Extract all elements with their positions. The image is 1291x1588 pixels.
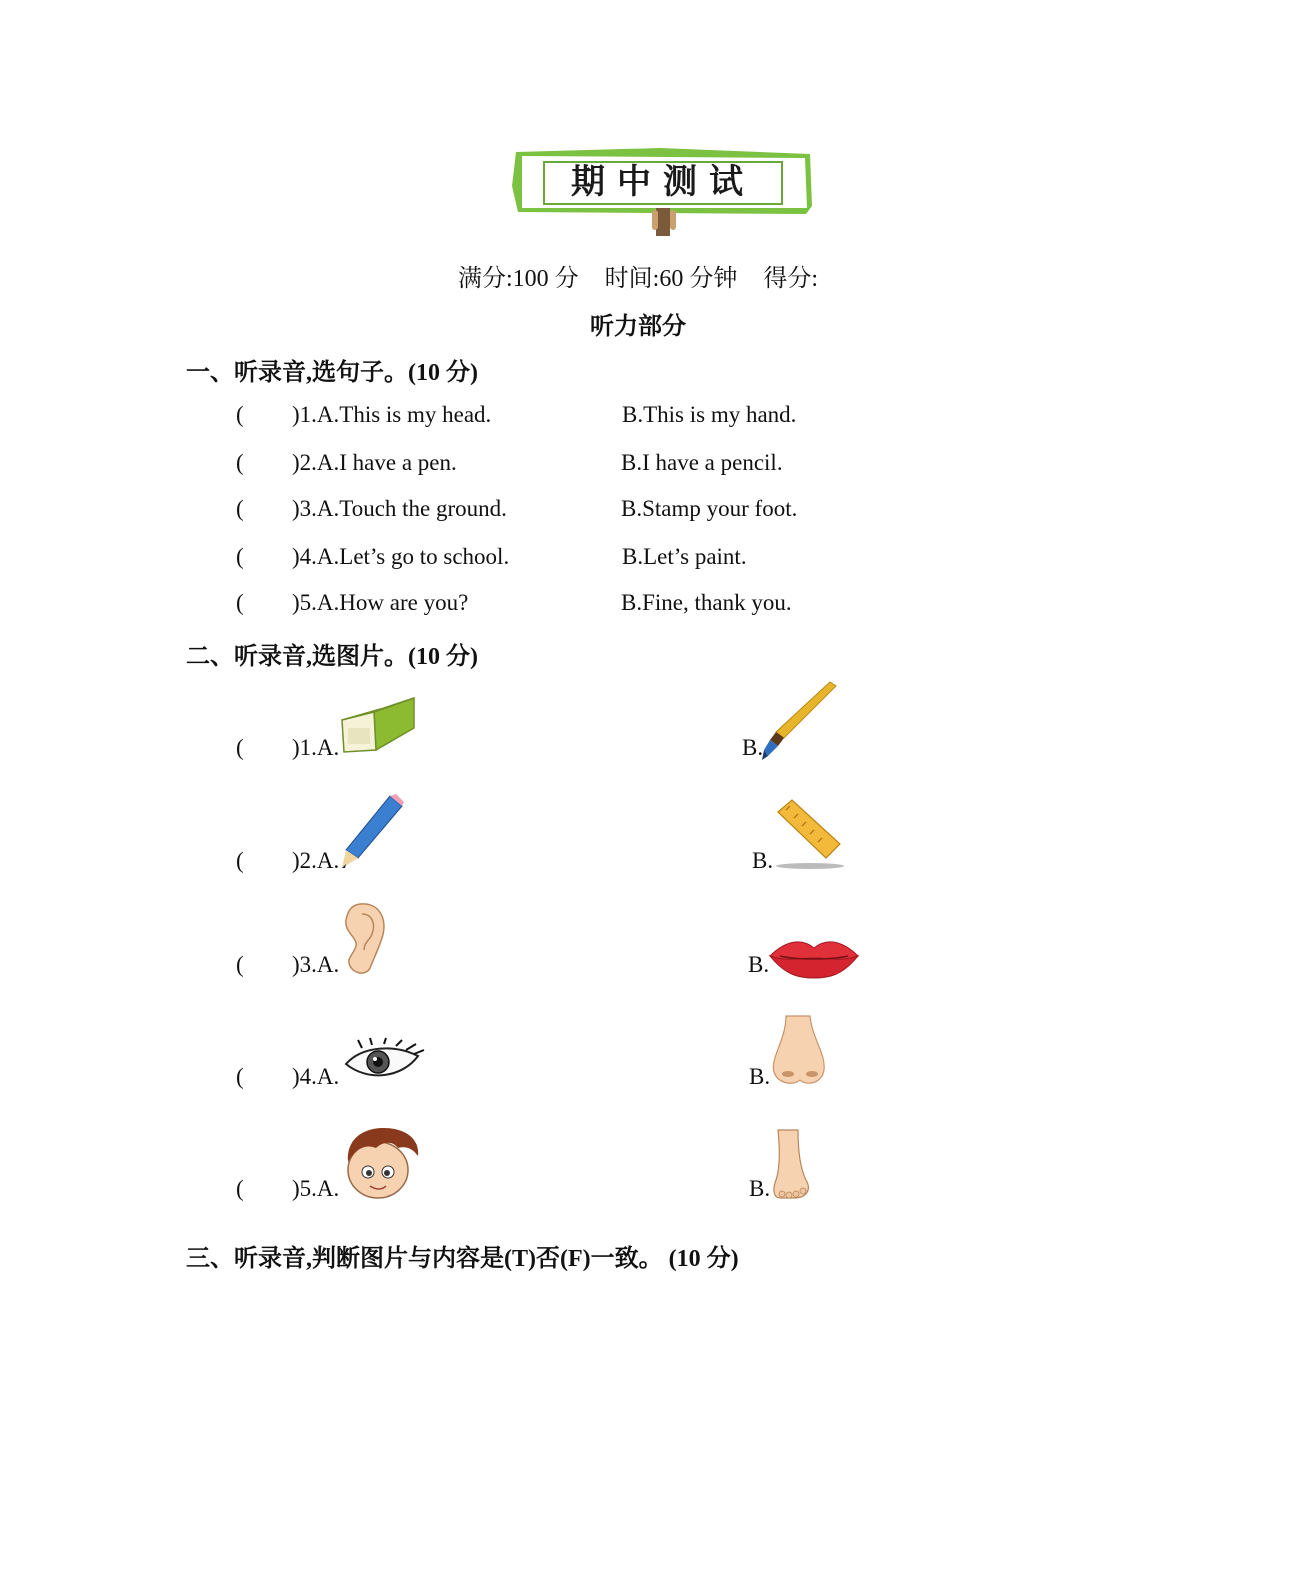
mouth-icon bbox=[768, 936, 860, 980]
answer-paren[interactable]: ( bbox=[236, 590, 244, 615]
option-a: )2.A.I have a pen. bbox=[292, 450, 457, 475]
option-b: B.This is my hand. bbox=[622, 402, 797, 427]
page-title: 期中测试 bbox=[571, 162, 755, 202]
option-b: B.Stamp your foot. bbox=[621, 496, 798, 521]
option-a: )2.A. bbox=[292, 848, 340, 873]
time-limit: 时间:60 分钟 bbox=[604, 266, 738, 292]
option-a: )1.A. bbox=[292, 735, 340, 760]
option-a: )5.A. bbox=[292, 1176, 340, 1201]
answer-paren[interactable]: ( bbox=[236, 952, 244, 977]
answer-paren[interactable]: ( bbox=[236, 496, 244, 521]
answer-paren[interactable]: ( bbox=[236, 735, 244, 760]
eye-icon bbox=[342, 1038, 426, 1086]
exam-info bbox=[458, 258, 844, 293]
foot-icon bbox=[770, 1128, 812, 1200]
section-3-heading: 三、听录音,判断图片与内容是(T)否(F)一致。 (10 分) bbox=[186, 1246, 739, 1272]
option-a: )1.A.This is my head. bbox=[292, 402, 492, 427]
option-a: )3.A.Touch the ground. bbox=[292, 496, 507, 521]
ear-icon bbox=[340, 902, 388, 976]
score-label: 得分: bbox=[763, 266, 819, 292]
ruler-icon bbox=[774, 798, 846, 872]
option-b: B. bbox=[748, 952, 770, 977]
section-1-heading: 一、听录音,选句子。(10 分) bbox=[186, 360, 478, 386]
option-b: B.I have a pencil. bbox=[621, 450, 783, 475]
face-icon bbox=[342, 1126, 422, 1200]
option-a: )4.A.Let’s go to school. bbox=[292, 544, 510, 569]
answer-paren[interactable]: ( bbox=[236, 402, 244, 427]
option-b: B.Let’s paint. bbox=[622, 544, 747, 569]
option-b: B. bbox=[752, 848, 774, 873]
answer-paren[interactable]: ( bbox=[236, 450, 244, 475]
pencil-icon bbox=[340, 792, 406, 870]
answer-paren[interactable]: ( bbox=[236, 1176, 244, 1201]
answer-paren[interactable]: ( bbox=[236, 544, 244, 569]
full-score: 满分:100 分 bbox=[458, 266, 579, 292]
option-b: B. bbox=[749, 1064, 771, 1089]
nose-icon bbox=[768, 1014, 832, 1088]
option-a: )4.A. bbox=[292, 1064, 340, 1089]
eraser-icon bbox=[340, 694, 416, 756]
option-a: )5.A.How are you? bbox=[292, 590, 469, 615]
pen-icon bbox=[762, 680, 838, 760]
section-2-heading: 二、听录音,选图片。(10 分) bbox=[186, 644, 478, 670]
option-b: B. bbox=[749, 1176, 771, 1201]
option-b: B. bbox=[742, 735, 764, 760]
answer-paren[interactable]: ( bbox=[236, 1064, 244, 1089]
part-heading: 听力部分 bbox=[590, 314, 686, 340]
answer-paren[interactable]: ( bbox=[236, 848, 244, 873]
option-a: )3.A. bbox=[292, 952, 340, 977]
option-b: B.Fine, thank you. bbox=[621, 590, 792, 615]
